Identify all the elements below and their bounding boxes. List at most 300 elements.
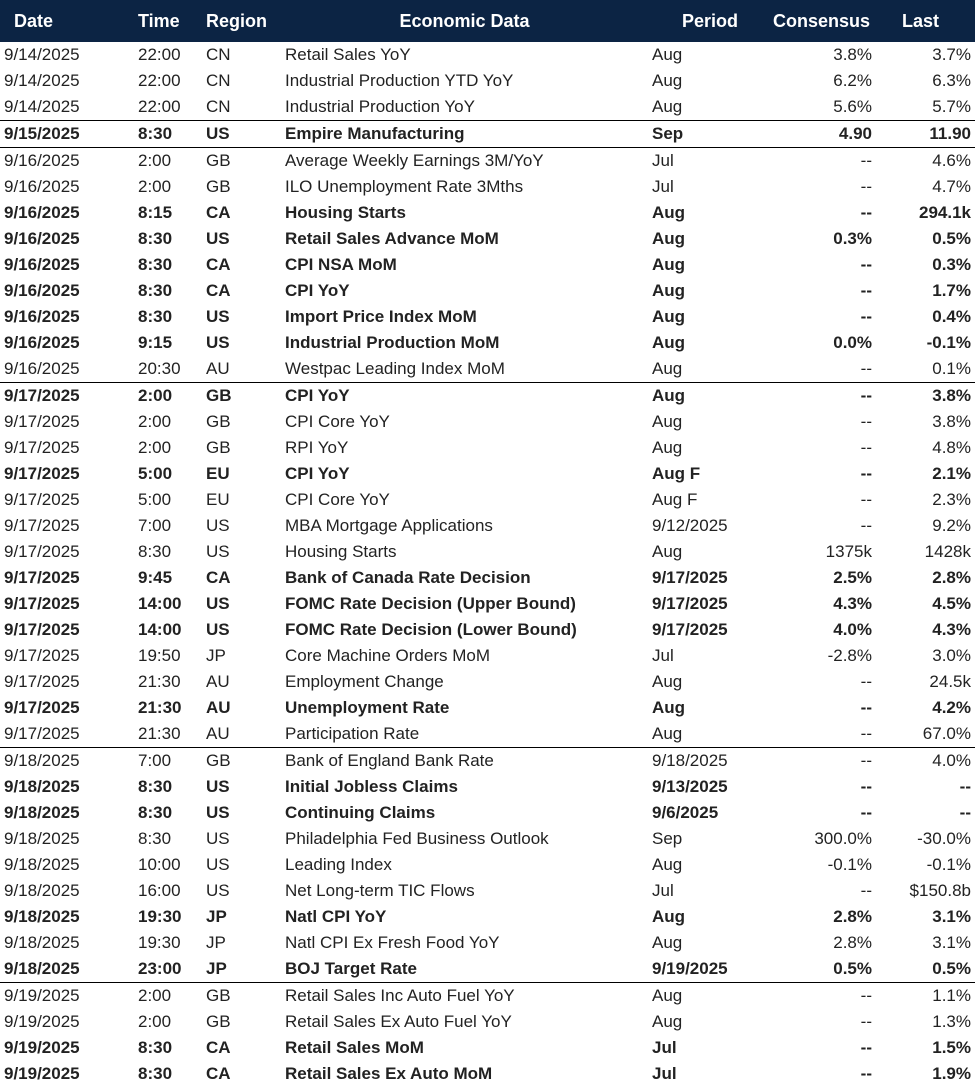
cell-last: 67.0%	[922, 724, 971, 743]
cell-date: 9/16/2025	[4, 281, 80, 300]
cell-period: Aug	[652, 97, 683, 116]
cell-region: JP	[206, 907, 227, 926]
cell-economic-data: RPI YoY	[285, 438, 349, 457]
table-row	[0, 94, 975, 121]
table-body	[0, 42, 975, 1087]
cell-period: Aug	[652, 333, 686, 352]
cell-economic-data: Participation Rate	[285, 724, 420, 743]
cell-time: 14:00	[138, 620, 182, 639]
cell-region: US	[206, 333, 230, 352]
cell-region: US	[206, 829, 230, 848]
cell-last: 3.1%	[932, 907, 971, 926]
cell-date: 9/17/2025	[4, 672, 80, 691]
cell-date: 9/19/2025	[0, 983, 116, 1010]
table-row	[0, 383, 975, 410]
cell-region: EU	[206, 490, 230, 509]
cell-last: 0.3%	[932, 255, 971, 274]
cell-date: 9/17/2025	[4, 542, 80, 561]
cell-time: 2:00	[138, 177, 172, 196]
table-row	[0, 461, 975, 487]
cell-date: 9/17/2025	[4, 724, 80, 743]
cell-consensus: --	[860, 203, 872, 222]
cell-time: 7:00	[138, 516, 172, 535]
cell-time: 8:30	[138, 307, 173, 326]
cell-period: Aug	[652, 1012, 683, 1031]
cell-last: 4.5%	[932, 594, 971, 613]
cell-period: Aug	[652, 255, 686, 274]
cell-period: Aug	[652, 438, 683, 457]
cell-last: 294.1k	[919, 203, 971, 222]
cell-period: Aug	[652, 229, 686, 248]
cell-last: 0.5%	[932, 229, 971, 248]
cell-consensus: --	[860, 359, 872, 378]
cell-region: GB	[206, 1012, 231, 1031]
cell-date: 9/16/2025	[4, 177, 80, 196]
cell-consensus: --	[860, 1064, 872, 1083]
cell-time: 8:30	[138, 281, 173, 300]
cell-period: 9/13/2025	[652, 777, 728, 796]
cell-region: US	[206, 620, 230, 639]
cell-date: 9/18/2025	[4, 881, 80, 900]
column-header-last: Last	[876, 0, 975, 42]
cell-period: Aug	[652, 281, 686, 300]
cell-time: 14:00	[138, 594, 182, 613]
cell-time: 22:00	[138, 71, 181, 90]
cell-time: 8:30	[138, 542, 172, 561]
cell-economic-data: Industrial Production MoM	[285, 333, 500, 352]
cell-consensus: 4.0%	[833, 620, 872, 639]
cell-date: 9/16/2025	[4, 229, 80, 248]
cell-date: 9/17/2025	[4, 516, 80, 535]
cell-period: Aug	[652, 724, 683, 743]
cell-consensus: --	[760, 148, 876, 175]
cell-economic-data: MBA Mortgage Applications	[285, 516, 493, 535]
cell-economic-data: BOJ Target Rate	[285, 959, 417, 978]
column-header-economic-data: Economic Data	[283, 0, 646, 42]
cell-period: Aug	[652, 307, 686, 326]
cell-period: Jul	[652, 646, 674, 665]
cell-region: CA	[206, 203, 231, 222]
cell-consensus: 2.5%	[833, 568, 872, 587]
cell-economic-data: Initial Jobless Claims	[285, 777, 458, 796]
cell-last: 3.8%	[876, 383, 975, 410]
cell-time: 8:30	[116, 121, 196, 148]
cell-period: Sep	[646, 121, 760, 148]
cell-time: 23:00	[138, 959, 182, 978]
table-row	[0, 148, 975, 175]
cell-time: 8:30	[138, 255, 173, 274]
cell-consensus: -2.8%	[827, 646, 872, 665]
cell-time: 8:30	[138, 1038, 173, 1057]
cell-consensus: --	[760, 383, 876, 410]
table-row	[0, 983, 975, 1010]
cell-consensus: 2.8%	[833, 933, 872, 952]
cell-consensus: 4.3%	[833, 594, 872, 613]
cell-economic-data: Leading Index	[285, 855, 392, 874]
cell-date: 9/18/2025	[4, 803, 80, 822]
cell-region: US	[196, 121, 283, 148]
cell-consensus: --	[860, 281, 872, 300]
table-row	[0, 539, 975, 565]
cell-date: 9/17/2025	[4, 698, 80, 717]
table-row	[0, 748, 975, 775]
table-header	[0, 0, 975, 42]
cell-last: 4.0%	[876, 748, 975, 775]
cell-time: 9:15	[138, 333, 173, 352]
table-row	[0, 174, 975, 200]
table-row	[0, 956, 975, 983]
cell-region: US	[206, 229, 230, 248]
cell-time: 2:00	[138, 412, 172, 431]
cell-time: 8:30	[138, 803, 173, 822]
cell-date: 9/16/2025	[4, 203, 80, 222]
cell-date: 9/16/2025	[4, 333, 80, 352]
column-header-consensus: Consensus	[760, 0, 876, 42]
cell-consensus: 300.0%	[814, 829, 872, 848]
cell-time: 19:30	[138, 907, 182, 926]
cell-economic-data: FOMC Rate Decision (Upper Bound)	[285, 594, 576, 613]
cell-consensus: 1375k	[825, 542, 872, 561]
cell-last: --	[959, 777, 971, 796]
cell-region: US	[206, 594, 230, 613]
cell-last: 1.3%	[932, 1012, 971, 1031]
table-row	[0, 1035, 975, 1061]
cell-last: 0.4%	[932, 307, 971, 326]
cell-last: -0.1%	[926, 333, 971, 352]
cell-period: 9/18/2025	[646, 748, 760, 775]
cell-economic-data: CPI NSA MoM	[285, 255, 397, 274]
cell-last: 0.1%	[932, 359, 971, 378]
table-row	[0, 42, 975, 68]
cell-period: Aug	[652, 412, 683, 431]
cell-period: 9/19/2025	[652, 959, 728, 978]
cell-period: Sep	[652, 829, 683, 848]
table-row	[0, 278, 975, 304]
cell-period: Jul	[652, 881, 674, 900]
cell-period: Aug	[646, 383, 760, 410]
column-header-date: Date	[0, 0, 116, 42]
cell-last: 24.5k	[929, 672, 971, 691]
cell-date: 9/17/2025	[4, 490, 80, 509]
cell-last: 1.9%	[932, 1064, 971, 1083]
cell-region: AU	[206, 672, 230, 691]
cell-period: 9/17/2025	[652, 620, 728, 639]
cell-economic-data: Employment Change	[285, 672, 444, 691]
cell-economic-data: Retail Sales Inc Auto Fuel YoY	[283, 983, 646, 1010]
cell-economic-data: Retail Sales Ex Auto MoM	[285, 1064, 493, 1083]
table-row	[0, 487, 975, 513]
cell-last: 1.5%	[932, 1038, 971, 1057]
cell-date: 9/19/2025	[4, 1064, 80, 1083]
cell-consensus: 5.6%	[833, 97, 872, 116]
table-row	[0, 304, 975, 330]
cell-region: CN	[206, 71, 231, 90]
cell-consensus: --	[860, 490, 872, 509]
cell-last: 4.2%	[932, 698, 971, 717]
table-row	[0, 330, 975, 356]
cell-region: US	[206, 777, 230, 796]
cell-consensus: --	[860, 438, 872, 457]
table-row	[0, 200, 975, 226]
table-row	[0, 904, 975, 930]
table-row	[0, 643, 975, 669]
cell-time: 2:00	[116, 383, 196, 410]
cell-last: 2.8%	[932, 568, 971, 587]
cell-last: 3.7%	[932, 45, 971, 64]
cell-consensus: 0.3%	[833, 229, 872, 248]
cell-consensus: --	[860, 803, 872, 822]
cell-date: 9/18/2025	[4, 933, 80, 952]
cell-last: 9.2%	[932, 516, 971, 535]
cell-consensus: 6.2%	[833, 71, 872, 90]
table-row	[0, 930, 975, 956]
cell-consensus: --	[860, 516, 872, 535]
cell-date: 9/17/2025	[4, 594, 80, 613]
cell-last: 2.1%	[932, 464, 971, 483]
cell-economic-data: CPI Core YoY	[285, 490, 390, 509]
cell-economic-data: Housing Starts	[285, 542, 397, 561]
cell-time: 21:30	[138, 672, 181, 691]
cell-consensus: -0.1%	[827, 855, 872, 874]
cell-consensus: --	[860, 1038, 872, 1057]
cell-economic-data: Average Weekly Earnings 3M/YoY	[283, 148, 646, 175]
table-row	[0, 800, 975, 826]
cell-period: Aug	[652, 203, 686, 222]
table-row	[0, 68, 975, 94]
cell-consensus: --	[860, 255, 872, 274]
table-row	[0, 1061, 975, 1087]
cell-region: AU	[206, 359, 230, 378]
cell-economic-data: Bank of Canada Rate Decision	[285, 568, 531, 587]
header-row	[0, 0, 975, 42]
cell-time: 2:00	[116, 148, 196, 175]
cell-last: --	[959, 803, 971, 822]
cell-region: CA	[206, 255, 231, 274]
cell-consensus: 4.90	[760, 121, 876, 148]
cell-date: 9/17/2025	[4, 438, 80, 457]
cell-date: 9/16/2025	[0, 148, 116, 175]
cell-last: 3.0%	[932, 646, 971, 665]
cell-economic-data: Empire Manufacturing	[283, 121, 646, 148]
cell-region: GB	[196, 383, 283, 410]
cell-time: 2:00	[116, 983, 196, 1010]
cell-time: 2:00	[138, 1012, 172, 1031]
cell-time: 5:00	[138, 490, 172, 509]
cell-period: Aug	[652, 542, 683, 561]
table-row	[0, 721, 975, 748]
cell-region: EU	[206, 464, 230, 483]
cell-economic-data: Retail Sales Ex Auto Fuel YoY	[285, 1012, 512, 1031]
cell-last: 6.3%	[932, 71, 971, 90]
table-row	[0, 435, 975, 461]
cell-date: 9/19/2025	[4, 1038, 80, 1057]
cell-consensus: --	[860, 672, 872, 691]
cell-consensus: --	[860, 412, 872, 431]
cell-last: 2.3%	[932, 490, 971, 509]
table-row	[0, 409, 975, 435]
cell-time: 21:30	[138, 698, 182, 717]
cell-economic-data: Natl CPI Ex Fresh Food YoY	[285, 933, 500, 952]
cell-economic-data: FOMC Rate Decision (Lower Bound)	[285, 620, 577, 639]
cell-region: AU	[206, 698, 231, 717]
cell-time: 8:30	[138, 777, 173, 796]
cell-consensus: 0.5%	[833, 959, 872, 978]
cell-last: 4.7%	[932, 177, 971, 196]
cell-time: 19:30	[138, 933, 181, 952]
cell-time: 22:00	[138, 97, 181, 116]
table-row	[0, 695, 975, 721]
cell-consensus: 0.0%	[833, 333, 872, 352]
cell-date: 9/16/2025	[4, 307, 80, 326]
cell-consensus: --	[860, 881, 872, 900]
cell-economic-data: Bank of England Bank Rate	[283, 748, 646, 775]
cell-last: 3.1%	[932, 933, 971, 952]
cell-consensus: --	[860, 698, 872, 717]
cell-date: 9/14/2025	[4, 71, 80, 90]
table-row	[0, 252, 975, 278]
cell-date: 9/18/2025	[4, 855, 80, 874]
table-row	[0, 565, 975, 591]
column-header-region: Region	[196, 0, 283, 42]
cell-region: US	[206, 803, 230, 822]
cell-economic-data: Net Long-term TIC Flows	[285, 881, 475, 900]
cell-date: 9/16/2025	[4, 255, 80, 274]
cell-consensus: --	[760, 748, 876, 775]
cell-economic-data: CPI YoY	[285, 464, 350, 483]
cell-date: 9/17/2025	[4, 412, 80, 431]
cell-date: 9/17/2025	[4, 464, 80, 483]
cell-consensus: --	[860, 724, 872, 743]
column-header-time: Time	[116, 0, 196, 42]
cell-period: Aug	[652, 855, 683, 874]
cell-last: 0.5%	[932, 959, 971, 978]
table-row	[0, 121, 975, 148]
cell-last: 4.6%	[876, 148, 975, 175]
cell-period: Aug F	[652, 490, 698, 509]
cell-date: 9/19/2025	[4, 1012, 80, 1031]
cell-region: GB	[196, 983, 283, 1010]
cell-region: JP	[206, 959, 227, 978]
table-row	[0, 226, 975, 252]
cell-economic-data: CPI YoY	[285, 281, 350, 300]
cell-period: Aug	[652, 359, 683, 378]
cell-economic-data: ILO Unemployment Rate 3Mths	[285, 177, 524, 196]
cell-date: 9/17/2025	[4, 646, 80, 665]
cell-region: GB	[206, 177, 231, 196]
cell-time: 20:30	[138, 359, 181, 378]
cell-consensus: 2.8%	[833, 907, 872, 926]
cell-time: 22:00	[138, 45, 181, 64]
cell-time: 8:30	[138, 829, 172, 848]
cell-time: 2:00	[138, 438, 172, 457]
cell-region: CN	[206, 45, 231, 64]
cell-date: 9/15/2025	[0, 121, 116, 148]
cell-economic-data: Westpac Leading Index MoM	[285, 359, 505, 378]
cell-period: 9/12/2025	[652, 516, 728, 535]
cell-consensus: --	[860, 777, 872, 796]
cell-date: 9/18/2025	[4, 907, 80, 926]
cell-date: 9/16/2025	[4, 359, 80, 378]
cell-period: Aug	[652, 71, 683, 90]
cell-period: Aug	[652, 698, 686, 717]
cell-time: 8:30	[138, 229, 173, 248]
cell-consensus: --	[860, 177, 872, 196]
table-row	[0, 356, 975, 383]
cell-period: Aug	[652, 933, 683, 952]
cell-consensus: 3.8%	[833, 45, 872, 64]
cell-region: US	[206, 307, 230, 326]
cell-date: 9/17/2025	[4, 620, 80, 639]
cell-economic-data: Retail Sales MoM	[285, 1038, 424, 1057]
cell-time: 7:00	[116, 748, 196, 775]
cell-time: 5:00	[138, 464, 173, 483]
cell-consensus: --	[860, 1012, 872, 1031]
cell-period: Aug	[652, 45, 683, 64]
cell-economic-data: Philadelphia Fed Business Outlook	[285, 829, 549, 848]
cell-date: 9/18/2025	[4, 829, 80, 848]
cell-region: GB	[196, 148, 283, 175]
cell-economic-data: Retail Sales YoY	[285, 45, 411, 64]
cell-last: -30.0%	[917, 829, 971, 848]
cell-region: CA	[206, 1038, 231, 1057]
cell-economic-data: Industrial Production YoY	[285, 97, 475, 116]
column-header-period: Period	[646, 0, 760, 42]
cell-economic-data: CPI YoY	[283, 383, 646, 410]
cell-date: 9/18/2025	[4, 959, 80, 978]
cell-last: -0.1%	[926, 855, 971, 874]
cell-date: 9/18/2025	[4, 777, 80, 796]
cell-time: 19:50	[138, 646, 181, 665]
cell-period: Aug F	[652, 464, 701, 483]
cell-region: CA	[206, 281, 231, 300]
cell-period: Aug	[652, 907, 686, 926]
cell-date: 9/14/2025	[4, 97, 80, 116]
table-row	[0, 669, 975, 695]
cell-region: JP	[206, 933, 226, 952]
cell-economic-data: Housing Starts	[285, 203, 406, 222]
cell-region: CA	[206, 1064, 231, 1083]
cell-date: 9/17/2025	[0, 383, 116, 410]
cell-economic-data: Continuing Claims	[285, 803, 436, 822]
cell-time: 21:30	[138, 724, 181, 743]
cell-last: 1.7%	[932, 281, 971, 300]
table-row	[0, 852, 975, 878]
cell-period: Aug	[646, 983, 760, 1010]
cell-region: US	[206, 855, 230, 874]
cell-region: CN	[206, 97, 231, 116]
table-row	[0, 617, 975, 643]
cell-last: 4.8%	[932, 438, 971, 457]
cell-region: US	[206, 516, 230, 535]
cell-region: JP	[206, 646, 226, 665]
cell-economic-data: CPI Core YoY	[285, 412, 390, 431]
cell-economic-data: Import Price Index MoM	[285, 307, 477, 326]
cell-last: 3.8%	[932, 412, 971, 431]
table-row	[0, 591, 975, 617]
cell-date: 9/18/2025	[0, 748, 116, 775]
cell-last: $150.8b	[909, 881, 971, 900]
cell-region: AU	[206, 724, 230, 743]
cell-region: CA	[206, 568, 231, 587]
cell-last: 1.1%	[876, 983, 975, 1010]
cell-period: 9/17/2025	[652, 594, 728, 613]
cell-last: 5.7%	[932, 97, 971, 116]
cell-region: GB	[196, 748, 283, 775]
cell-last: 4.3%	[932, 620, 971, 639]
cell-region: GB	[206, 412, 231, 431]
cell-region: US	[206, 881, 230, 900]
cell-period: Jul	[646, 148, 760, 175]
